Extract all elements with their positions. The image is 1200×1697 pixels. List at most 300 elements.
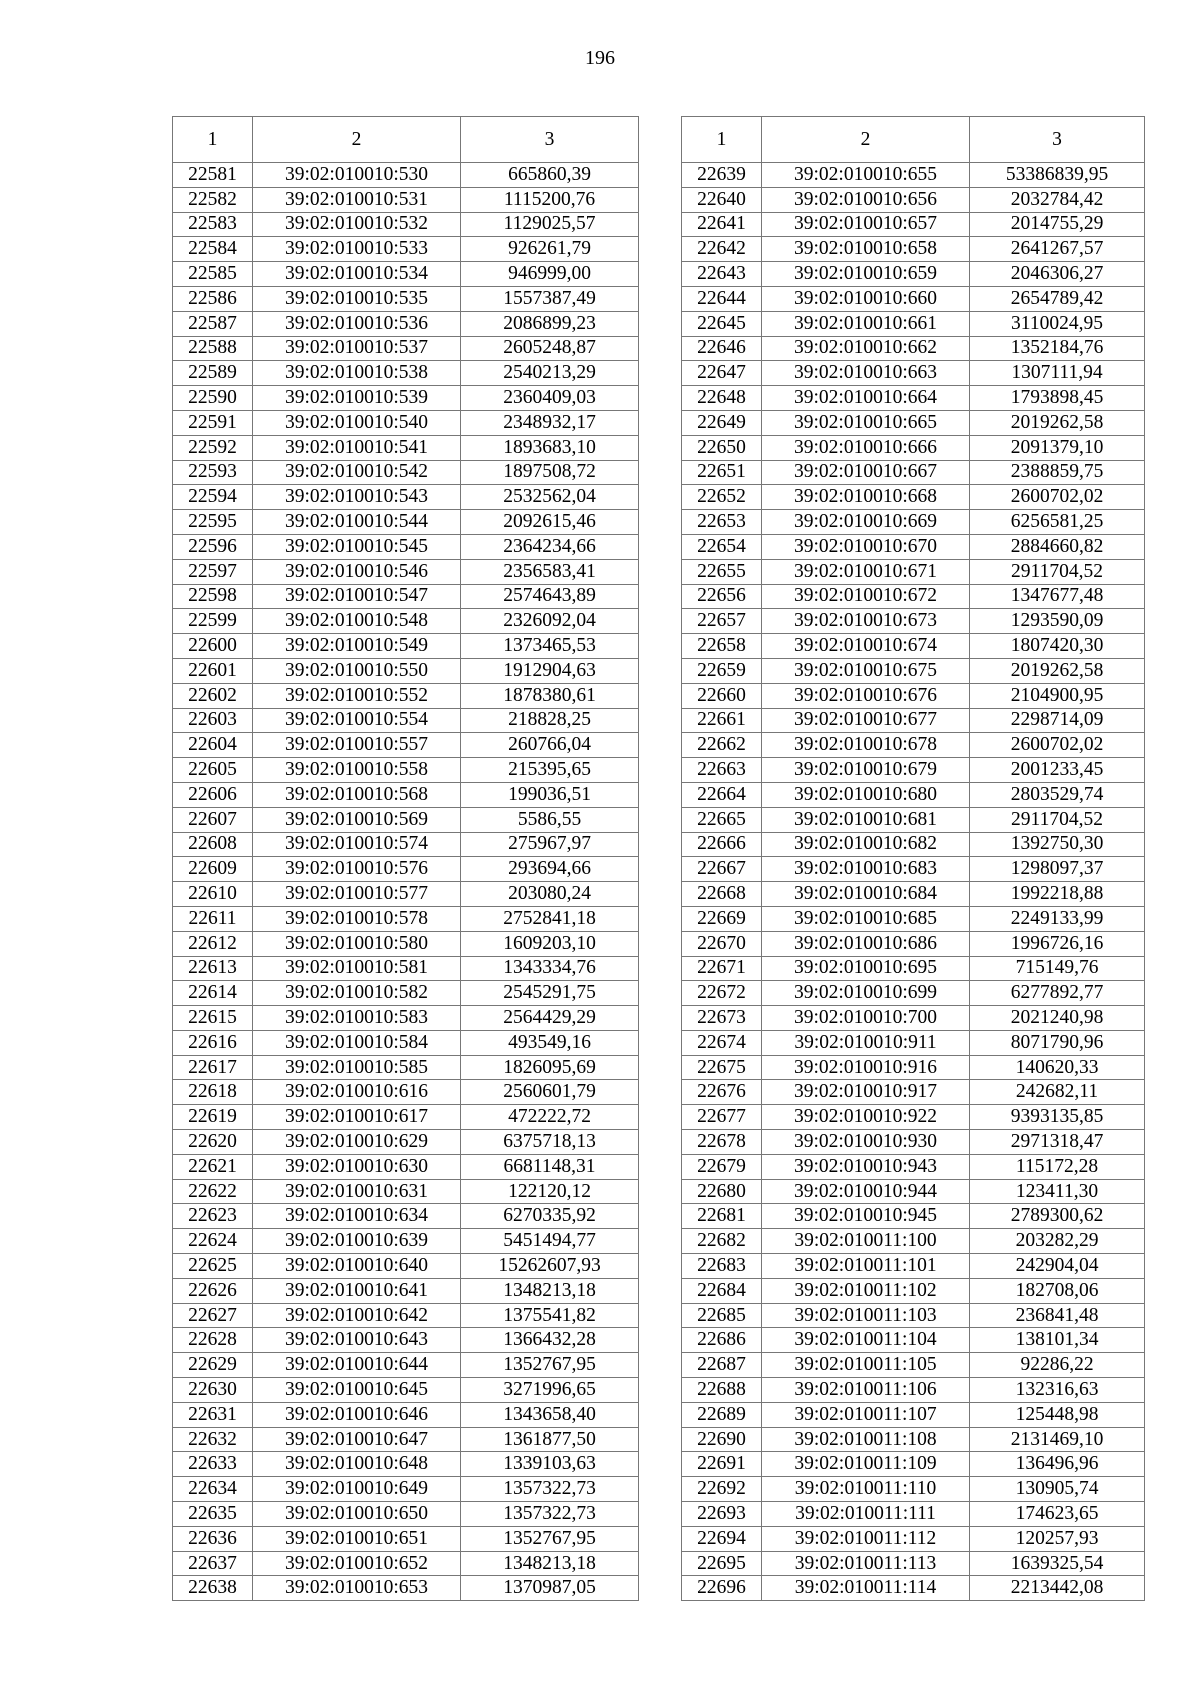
value-cell: 203282,29 (970, 1229, 1145, 1254)
table-row (173, 1130, 639, 1155)
table-row (173, 1452, 639, 1477)
value-cell: 174623,65 (970, 1502, 1145, 1527)
table-row (682, 956, 1145, 981)
value-cell: 2545291,75 (461, 981, 639, 1006)
cadastral-number-cell: 39:02:010011:100 (762, 1229, 970, 1254)
table-row (682, 1080, 1145, 1105)
table-row (682, 1402, 1145, 1427)
row-number-cell: 22656 (682, 584, 762, 609)
row-number-cell: 22589 (173, 361, 253, 386)
cadastral-number-cell: 39:02:010010:641 (253, 1278, 461, 1303)
value-cell: 2104900,95 (970, 683, 1145, 708)
cadastral-number-cell: 39:02:010010:669 (762, 510, 970, 535)
row-number-cell: 22673 (682, 1006, 762, 1031)
value-cell: 1912904,63 (461, 658, 639, 683)
table-row (173, 1229, 639, 1254)
cadastral-number-cell: 39:02:010010:652 (253, 1551, 461, 1576)
value-cell: 6681148,31 (461, 1154, 639, 1179)
table-row (682, 584, 1145, 609)
row-number-cell: 22663 (682, 758, 762, 783)
row-number-cell: 22655 (682, 559, 762, 584)
value-cell: 1352184,76 (970, 336, 1145, 361)
table-row (173, 1303, 639, 1328)
value-cell: 6277892,77 (970, 981, 1145, 1006)
value-cell: 2564429,29 (461, 1006, 639, 1031)
row-number-cell: 22590 (173, 386, 253, 411)
cadastral-number-cell: 39:02:010010:643 (253, 1328, 461, 1353)
cadastral-number-cell: 39:02:010010:667 (762, 460, 970, 485)
row-number-cell: 22583 (173, 212, 253, 237)
table-row (173, 1378, 639, 1403)
cadastral-number-cell: 39:02:010010:532 (253, 212, 461, 237)
row-number-cell: 22642 (682, 237, 762, 262)
cadastral-number-cell: 39:02:010010:945 (762, 1204, 970, 1229)
row-number-cell: 22645 (682, 311, 762, 336)
value-cell: 132316,63 (970, 1378, 1145, 1403)
table-row (682, 1030, 1145, 1055)
table-row (682, 758, 1145, 783)
row-number-cell: 22615 (173, 1006, 253, 1031)
row-number-cell: 22611 (173, 906, 253, 931)
row-number-cell: 22625 (173, 1254, 253, 1279)
table-row (682, 609, 1145, 634)
table-row (682, 1055, 1145, 1080)
table-row (682, 807, 1145, 832)
value-cell: 218828,25 (461, 708, 639, 733)
row-number-cell: 22685 (682, 1303, 762, 1328)
table-row (682, 708, 1145, 733)
table-row (173, 1080, 639, 1105)
cadastral-number-cell: 39:02:010011:104 (762, 1328, 970, 1353)
table-row (173, 534, 639, 559)
row-number-cell: 22675 (682, 1055, 762, 1080)
cadastral-number-cell: 39:02:010010:649 (253, 1477, 461, 1502)
row-number-cell: 22624 (173, 1229, 253, 1254)
table-row (682, 534, 1145, 559)
table-row (682, 832, 1145, 857)
table-row (173, 931, 639, 956)
cadastral-number-cell: 39:02:010010:655 (762, 163, 970, 188)
value-cell: 260766,04 (461, 733, 639, 758)
value-cell: 1352767,95 (461, 1353, 639, 1378)
value-cell: 472222,72 (461, 1105, 639, 1130)
cadastral-number-cell: 39:02:010010:537 (253, 336, 461, 361)
value-cell: 123411,30 (970, 1179, 1145, 1204)
row-number-cell: 22593 (173, 460, 253, 485)
cadastral-number-cell: 39:02:010010:645 (253, 1378, 461, 1403)
row-number-cell: 22582 (173, 187, 253, 212)
row-number-cell: 22652 (682, 485, 762, 510)
value-cell: 2884660,82 (970, 534, 1145, 559)
value-cell: 15262607,93 (461, 1254, 639, 1279)
value-cell: 2356583,41 (461, 559, 639, 584)
row-number-cell: 22650 (682, 435, 762, 460)
table-row (682, 510, 1145, 535)
table-row (682, 683, 1145, 708)
row-number-cell: 22662 (682, 733, 762, 758)
cadastral-number-cell: 39:02:010010:550 (253, 658, 461, 683)
row-number-cell: 22646 (682, 336, 762, 361)
cadastral-number-cell: 39:02:010011:102 (762, 1278, 970, 1303)
value-cell: 2213442,08 (970, 1576, 1145, 1601)
table-row (682, 981, 1145, 1006)
row-number-cell: 22584 (173, 237, 253, 262)
cadastral-number-cell: 39:02:010010:568 (253, 782, 461, 807)
row-number-cell: 22690 (682, 1427, 762, 1452)
value-cell: 2574643,89 (461, 584, 639, 609)
value-cell: 1609203,10 (461, 931, 639, 956)
table-row (682, 1477, 1145, 1502)
right-table (681, 116, 1145, 1601)
value-cell: 2388859,75 (970, 460, 1145, 485)
table-row (682, 163, 1145, 188)
cadastral-number-cell: 39:02:010010:574 (253, 832, 461, 857)
value-cell: 2600702,02 (970, 733, 1145, 758)
value-cell: 2532562,04 (461, 485, 639, 510)
value-cell: 1339103,63 (461, 1452, 639, 1477)
value-cell: 1793898,45 (970, 386, 1145, 411)
table-row (682, 857, 1145, 882)
row-number-cell: 22668 (682, 882, 762, 907)
value-cell: 2348932,17 (461, 410, 639, 435)
cadastral-number-cell: 39:02:010010:686 (762, 931, 970, 956)
row-number-cell: 22677 (682, 1105, 762, 1130)
value-cell: 946999,00 (461, 262, 639, 287)
column-header-number: 1 (173, 117, 253, 163)
table-row (173, 336, 639, 361)
table-row (173, 906, 639, 931)
row-number-cell: 22594 (173, 485, 253, 510)
value-cell: 2600702,02 (970, 485, 1145, 510)
row-number-cell: 22630 (173, 1378, 253, 1403)
value-cell: 5451494,77 (461, 1229, 639, 1254)
row-number-cell: 22665 (682, 807, 762, 832)
table-row (173, 956, 639, 981)
column-header-value: 3 (461, 117, 639, 163)
value-cell: 2641267,57 (970, 237, 1145, 262)
row-number-cell: 22676 (682, 1080, 762, 1105)
table-row (173, 1576, 639, 1601)
table-row (682, 1130, 1145, 1155)
cadastral-number-cell: 39:02:010010:656 (762, 187, 970, 212)
table-row (682, 782, 1145, 807)
table-row (682, 1179, 1145, 1204)
cadastral-number-cell: 39:02:010010:581 (253, 956, 461, 981)
value-cell: 8071790,96 (970, 1030, 1145, 1055)
row-number-cell: 22695 (682, 1551, 762, 1576)
value-cell: 1357322,73 (461, 1502, 639, 1527)
row-number-cell: 22653 (682, 510, 762, 535)
value-cell: 1370987,05 (461, 1576, 639, 1601)
cadastral-number-cell: 39:02:010010:680 (762, 782, 970, 807)
table-row (173, 758, 639, 783)
row-number-cell: 22672 (682, 981, 762, 1006)
value-cell: 136496,96 (970, 1452, 1145, 1477)
value-cell: 2091379,10 (970, 435, 1145, 460)
value-cell: 2001233,45 (970, 758, 1145, 783)
cadastral-number-cell: 39:02:010010:548 (253, 609, 461, 634)
cadastral-number-cell: 39:02:010010:558 (253, 758, 461, 783)
header-row (173, 117, 639, 163)
cadastral-number-cell: 39:02:010010:578 (253, 906, 461, 931)
cadastral-number-cell: 39:02:010010:552 (253, 683, 461, 708)
value-cell: 2971318,47 (970, 1130, 1145, 1155)
value-cell: 2803529,74 (970, 782, 1145, 807)
value-cell: 1807420,30 (970, 634, 1145, 659)
cadastral-number-cell: 39:02:010010:678 (762, 733, 970, 758)
row-number-cell: 22669 (682, 906, 762, 931)
value-cell: 2131469,10 (970, 1427, 1145, 1452)
cadastral-number-cell: 39:02:010010:658 (762, 237, 970, 262)
row-number-cell: 22647 (682, 361, 762, 386)
row-number-cell: 22667 (682, 857, 762, 882)
row-number-cell: 22661 (682, 708, 762, 733)
cadastral-number-cell: 39:02:010010:630 (253, 1154, 461, 1179)
table-row (682, 882, 1145, 907)
row-number-cell: 22613 (173, 956, 253, 981)
cadastral-number-cell: 39:02:010010:616 (253, 1080, 461, 1105)
table-row (173, 733, 639, 758)
cadastral-number-cell: 39:02:010010:646 (253, 1402, 461, 1427)
cadastral-number-cell: 39:02:010010:629 (253, 1130, 461, 1155)
row-number-cell: 22586 (173, 286, 253, 311)
cadastral-number-cell: 39:02:010010:644 (253, 1353, 461, 1378)
row-number-cell: 22602 (173, 683, 253, 708)
cadastral-number-cell: 39:02:010011:103 (762, 1303, 970, 1328)
row-number-cell: 22641 (682, 212, 762, 237)
cadastral-number-cell: 39:02:010010:541 (253, 435, 461, 460)
table-row (682, 435, 1145, 460)
value-cell: 9393135,85 (970, 1105, 1145, 1130)
cadastral-number-cell: 39:02:010010:684 (762, 882, 970, 907)
cadastral-number-cell: 39:02:010010:683 (762, 857, 970, 882)
value-cell: 140620,33 (970, 1055, 1145, 1080)
table-row (173, 361, 639, 386)
value-cell: 2789300,62 (970, 1204, 1145, 1229)
cadastral-number-cell: 39:02:010010:660 (762, 286, 970, 311)
cadastral-number-cell: 39:02:010010:659 (762, 262, 970, 287)
table-row (173, 1427, 639, 1452)
table-row (173, 1526, 639, 1551)
row-number-cell: 22664 (682, 782, 762, 807)
row-number-cell: 22607 (173, 807, 253, 832)
table-row (682, 1154, 1145, 1179)
row-number-cell: 22635 (173, 1502, 253, 1527)
value-cell: 2752841,18 (461, 906, 639, 931)
table-row (173, 1328, 639, 1353)
value-cell: 1366432,28 (461, 1328, 639, 1353)
cadastral-number-cell: 39:02:010010:665 (762, 410, 970, 435)
cadastral-number-cell: 39:02:010010:539 (253, 386, 461, 411)
table-row (173, 1502, 639, 1527)
value-cell: 1996726,16 (970, 931, 1145, 956)
cadastral-number-cell: 39:02:010010:536 (253, 311, 461, 336)
cadastral-number-cell: 39:02:010010:673 (762, 609, 970, 634)
cadastral-number-cell: 39:02:010010:554 (253, 708, 461, 733)
value-cell: 715149,76 (970, 956, 1145, 981)
cadastral-number-cell: 39:02:010011:114 (762, 1576, 970, 1601)
cadastral-number-cell: 39:02:010010:639 (253, 1229, 461, 1254)
value-cell: 242682,11 (970, 1080, 1145, 1105)
value-cell: 2911704,52 (970, 559, 1145, 584)
row-number-cell: 22659 (682, 658, 762, 683)
table-row (682, 1303, 1145, 1328)
row-number-cell: 22637 (173, 1551, 253, 1576)
row-number-cell: 22693 (682, 1502, 762, 1527)
cadastral-number-cell: 39:02:010010:943 (762, 1154, 970, 1179)
table-row (173, 609, 639, 634)
value-cell: 2021240,98 (970, 1006, 1145, 1031)
table-row (682, 1006, 1145, 1031)
value-cell: 2019262,58 (970, 410, 1145, 435)
cadastral-number-cell: 39:02:010010:664 (762, 386, 970, 411)
row-number-cell: 22628 (173, 1328, 253, 1353)
table-row (682, 1452, 1145, 1477)
row-number-cell: 22643 (682, 262, 762, 287)
table-row (682, 1551, 1145, 1576)
table-row (173, 510, 639, 535)
table-row (173, 435, 639, 460)
cadastral-number-cell: 39:02:010010:922 (762, 1105, 970, 1130)
cadastral-number-cell: 39:02:010010:679 (762, 758, 970, 783)
table-row (682, 1328, 1145, 1353)
cadastral-number-cell: 39:02:010010:695 (762, 956, 970, 981)
cadastral-number-cell: 39:02:010010:543 (253, 485, 461, 510)
row-number-cell: 22692 (682, 1477, 762, 1502)
table-row (682, 410, 1145, 435)
value-cell: 1348213,18 (461, 1551, 639, 1576)
value-cell: 275967,97 (461, 832, 639, 857)
table-row (173, 882, 639, 907)
row-number-cell: 22680 (682, 1179, 762, 1204)
row-number-cell: 22657 (682, 609, 762, 634)
cadastral-number-cell: 39:02:010010:911 (762, 1030, 970, 1055)
value-cell: 1392750,30 (970, 832, 1145, 857)
cadastral-number-cell: 39:02:010010:531 (253, 187, 461, 212)
table-row (682, 1502, 1145, 1527)
value-cell: 92286,22 (970, 1353, 1145, 1378)
table-row (173, 1402, 639, 1427)
cadastral-number-cell: 39:02:010010:944 (762, 1179, 970, 1204)
cadastral-number-cell: 39:02:010010:671 (762, 559, 970, 584)
table-row (682, 1353, 1145, 1378)
left-table (172, 116, 639, 1601)
table-row (682, 1378, 1145, 1403)
cadastral-number-cell: 39:02:010011:109 (762, 1452, 970, 1477)
table-row (682, 336, 1145, 361)
table-row (173, 386, 639, 411)
row-number-cell: 22606 (173, 782, 253, 807)
cadastral-number-cell: 39:02:010010:585 (253, 1055, 461, 1080)
value-cell: 182708,06 (970, 1278, 1145, 1303)
row-number-cell: 22683 (682, 1254, 762, 1279)
value-cell: 1115200,76 (461, 187, 639, 212)
table-row (682, 1427, 1145, 1452)
table-row (682, 262, 1145, 287)
row-number-cell: 22696 (682, 1576, 762, 1601)
cadastral-number-cell: 39:02:010010:651 (253, 1526, 461, 1551)
row-number-cell: 22636 (173, 1526, 253, 1551)
table-row (173, 1179, 639, 1204)
row-number-cell: 22681 (682, 1204, 762, 1229)
row-number-cell: 22614 (173, 981, 253, 1006)
value-cell: 130905,74 (970, 1477, 1145, 1502)
cadastral-number-cell: 39:02:010010:544 (253, 510, 461, 535)
row-number-cell: 22599 (173, 609, 253, 634)
table-row (173, 187, 639, 212)
value-cell: 1373465,53 (461, 634, 639, 659)
cadastral-number-cell: 39:02:010010:677 (762, 708, 970, 733)
value-cell: 1375541,82 (461, 1303, 639, 1328)
cadastral-number-cell: 39:02:010010:930 (762, 1130, 970, 1155)
row-number-cell: 22691 (682, 1452, 762, 1477)
table-row (173, 1477, 639, 1502)
cadastral-number-cell: 39:02:010010:661 (762, 311, 970, 336)
table-row (173, 485, 639, 510)
value-cell: 5586,55 (461, 807, 639, 832)
value-cell: 1826095,69 (461, 1055, 639, 1080)
table-row (682, 733, 1145, 758)
value-cell: 3271996,65 (461, 1378, 639, 1403)
table-row (173, 460, 639, 485)
value-cell: 2019262,58 (970, 658, 1145, 683)
value-cell: 3110024,95 (970, 311, 1145, 336)
value-cell: 53386839,95 (970, 163, 1145, 188)
column-header-cadastral-number: 2 (253, 117, 461, 163)
cadastral-number-cell: 39:02:010010:663 (762, 361, 970, 386)
table-row (682, 311, 1145, 336)
row-number-cell: 22640 (682, 187, 762, 212)
cadastral-number-cell: 39:02:010010:650 (253, 1502, 461, 1527)
value-cell: 2092615,46 (461, 510, 639, 535)
value-cell: 1293590,09 (970, 609, 1145, 634)
value-cell: 1992218,88 (970, 882, 1145, 907)
table-row (173, 1006, 639, 1031)
value-cell: 665860,39 (461, 163, 639, 188)
value-cell: 2014755,29 (970, 212, 1145, 237)
cadastral-number-cell: 39:02:010010:647 (253, 1427, 461, 1452)
table-row (682, 1204, 1145, 1229)
row-number-cell: 22674 (682, 1030, 762, 1055)
value-cell: 1307111,94 (970, 361, 1145, 386)
row-number-cell: 22689 (682, 1402, 762, 1427)
row-number-cell: 22618 (173, 1080, 253, 1105)
value-cell: 2911704,52 (970, 807, 1145, 832)
value-cell: 2605248,87 (461, 336, 639, 361)
cadastral-number-cell: 39:02:010010:542 (253, 460, 461, 485)
value-cell: 199036,51 (461, 782, 639, 807)
cadastral-number-cell: 39:02:010010:580 (253, 931, 461, 956)
row-number-cell: 22634 (173, 1477, 253, 1502)
row-number-cell: 22688 (682, 1378, 762, 1403)
row-number-cell: 22622 (173, 1179, 253, 1204)
table-row (682, 634, 1145, 659)
table-row (682, 1105, 1145, 1130)
table-row (173, 584, 639, 609)
row-number-cell: 22581 (173, 163, 253, 188)
row-number-cell: 22619 (173, 1105, 253, 1130)
cadastral-number-cell: 39:02:010010:685 (762, 906, 970, 931)
table-row (682, 286, 1145, 311)
value-cell: 2560601,79 (461, 1080, 639, 1105)
value-cell: 493549,16 (461, 1030, 639, 1055)
cadastral-number-cell: 39:02:010010:547 (253, 584, 461, 609)
row-number-cell: 22682 (682, 1229, 762, 1254)
row-number-cell: 22629 (173, 1353, 253, 1378)
row-number-cell: 22600 (173, 634, 253, 659)
table-row (173, 1353, 639, 1378)
value-cell: 1897508,72 (461, 460, 639, 485)
